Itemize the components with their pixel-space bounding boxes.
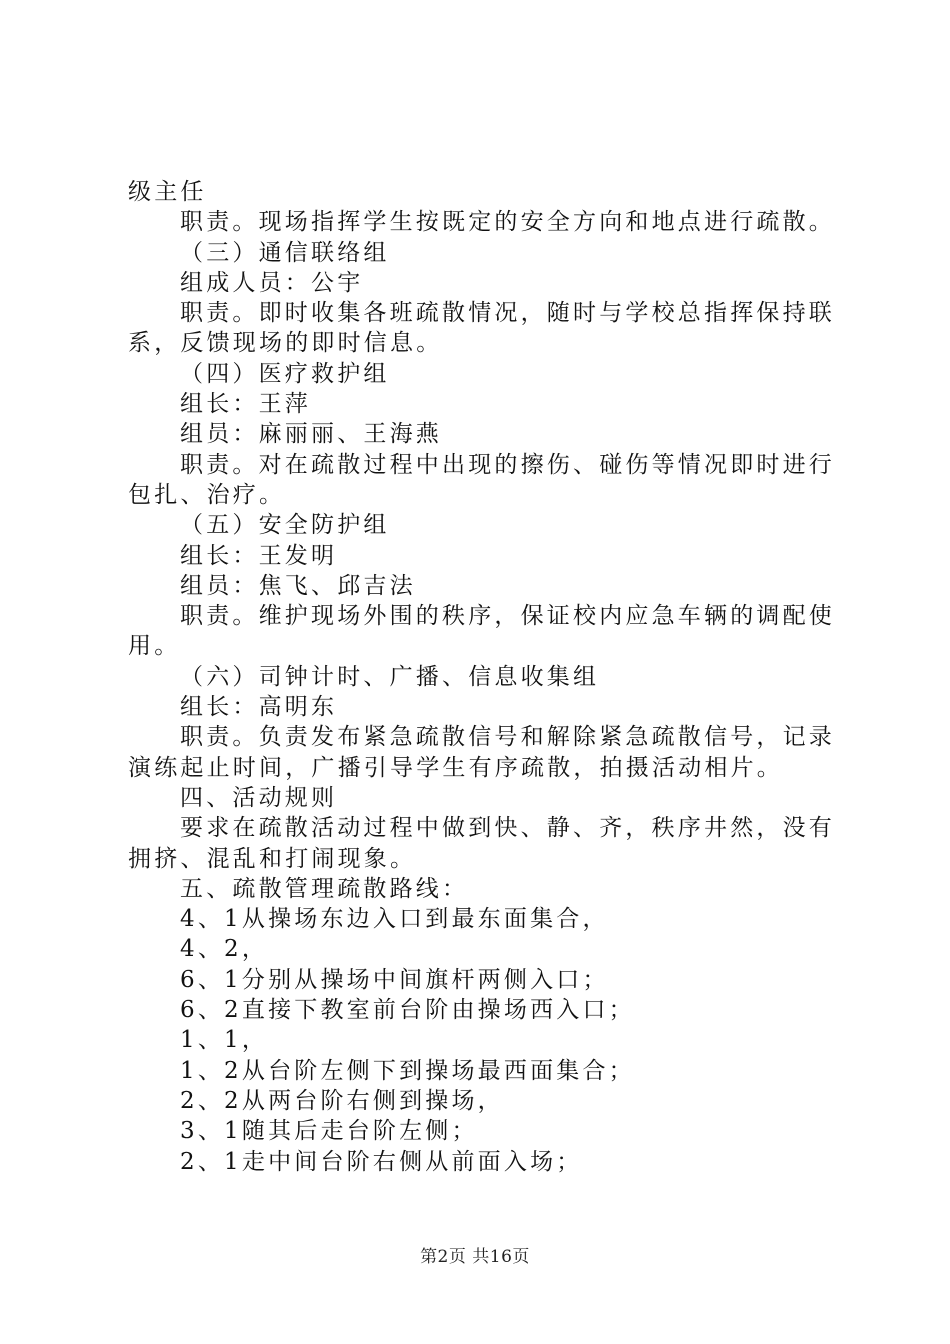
text-line: 级主任	[128, 179, 207, 205]
section-heading: （六）司钟计时、广播、信息收集组	[180, 663, 600, 690]
text-line: 用。	[128, 633, 181, 660]
text-line: 拥挤、混乱和打闹现象。	[128, 845, 417, 872]
text-line: 组长：王萍	[180, 391, 311, 418]
list-item: 3、1随其后走台阶左侧；	[180, 1118, 478, 1145]
section-heading: 五、疏散管理疏散路线：	[180, 875, 469, 902]
document-body	[128, 177, 833, 1177]
text-line: 系，反馈现场的即时信息。	[128, 330, 443, 357]
text-line: 组员：麻丽丽、王海燕	[180, 421, 442, 448]
text-line: 职责。负责发布紧急疏散信号和解除紧急疏散信号，记录	[180, 724, 835, 751]
list-item: 2、1走中间台阶右侧从前面入场；	[180, 1148, 583, 1175]
text-line: 职责。即时收集各班疏散情况，随时与学校总指挥保持联	[180, 300, 835, 327]
text-line: 组长：王发明	[180, 542, 338, 569]
section-heading: （四）医疗救护组	[180, 360, 390, 387]
section-heading: 四、活动规则	[180, 784, 338, 811]
list-item: 4、2，	[180, 936, 269, 963]
text-line: 职责。对在疏散过程中出现的擦伤、碰伤等情况即时进行	[180, 451, 835, 478]
text-line: 要求在疏散活动过程中做到快、静、齐，秩序井然，没有	[180, 815, 835, 842]
page-number-footer: 第2页 共16页	[420, 1247, 530, 1267]
list-item: 1、2从台阶左侧下到操场最西面集合；	[180, 1057, 635, 1084]
section-heading: （三）通信联络组	[180, 239, 390, 266]
text-line: 职责。维护现场外围的秩序，保证校内应急车辆的调配使	[180, 603, 835, 630]
list-item: 6、2直接下教室前台阶由操场西入口；	[180, 997, 635, 1024]
text-line: 包扎、治疗。	[128, 481, 286, 508]
text-line: 职责。现场指挥学生按既定的安全方向和地点进行疏散。	[180, 209, 835, 236]
text-line: 组长：高明东	[180, 694, 338, 721]
section-heading: （五）安全防护组	[180, 512, 390, 539]
text-line: 组成人员：公宇	[180, 269, 364, 296]
list-item: 4、1从操场东边入口到最东面集合，	[180, 906, 609, 933]
list-item: 1、1，	[180, 1027, 269, 1054]
list-item: 2、2从两台阶右侧到操场，	[180, 1087, 504, 1114]
list-item: 6、1分别从操场中间旗杆两侧入口；	[180, 966, 609, 993]
text-line: 演练起止时间，广播引导学生有序疏散，拍摄活动相片。	[128, 754, 783, 781]
text-line: 组员：焦飞、邱吉法	[180, 572, 416, 599]
